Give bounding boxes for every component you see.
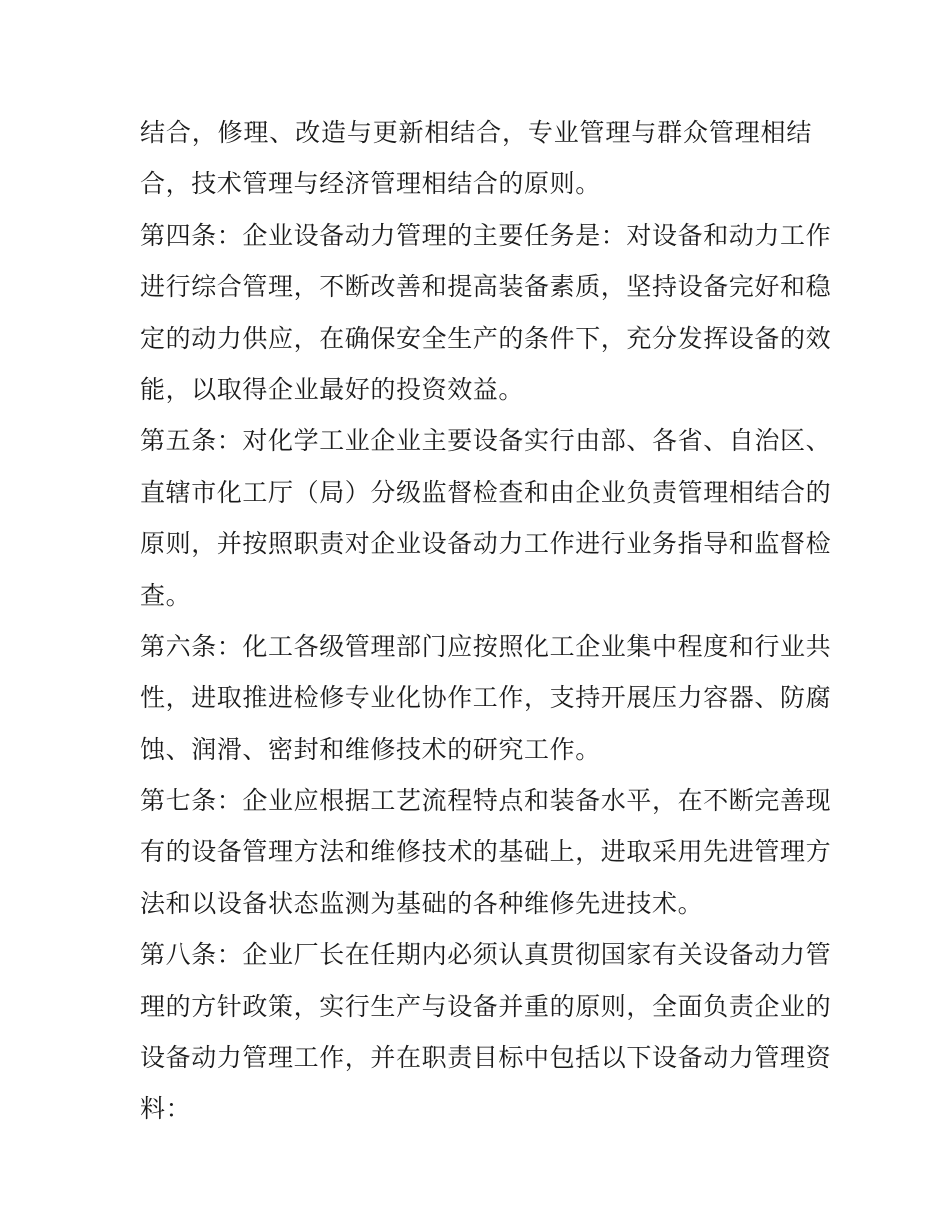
text-line: 蚀、润滑、密封和维修技术的研究工作。	[140, 734, 601, 764]
text-line: 结合，修理、改造与更新相结合，专业管理与群众管理相结	[140, 118, 812, 147]
text-line: 有的设备管理方法和维修技术的基础上，进取采用先进管理方	[140, 837, 832, 867]
text-line: 法和以设备状态监测为基础的各种维修先进技术。	[140, 888, 704, 918]
text-line: 性，进取推进检修专业化协作工作，支持开展压力容器、防腐	[140, 683, 832, 713]
text-line: 合，技术管理与经济管理相结合的原则。	[140, 169, 601, 199]
text-line: 进行综合管理，不断改善和提高装备素质，坚持设备完好和稳	[140, 272, 832, 302]
text-line: 第七条：企业应根据工艺流程特点和装备水平，在不断完善现	[140, 786, 832, 816]
text-line: 查。	[140, 580, 192, 610]
text-line: 理的方针政策，实行生产与设备并重的原则，全面负责企业的	[140, 991, 832, 1021]
text-line: 设备动力管理工作，并在职责目标中包括以下设备动力管理资	[140, 1043, 832, 1073]
text-line: 原则，并按照职责对企业设备动力工作进行业务指导和监督检	[140, 529, 832, 559]
document-body	[140, 107, 832, 1135]
text-line: 能，以取得企业最好的投资效益。	[140, 374, 525, 404]
text-line: 第六条：化工各级管理部门应按照化工企业集中程度和行业共	[140, 631, 832, 661]
text-line: 第五条：对化学工业企业主要设备实行由部、各省、自治区、	[140, 426, 832, 456]
text-line: 直辖市化工厅（局）分级监督检查和由企业负责管理相结合的	[140, 477, 832, 507]
text-line: 第八条：企业厂长在任期内必须认真贯彻国家有关设备动力管	[140, 940, 832, 970]
text-line: 料：	[140, 1094, 192, 1124]
text-line: 第四条：企业设备动力管理的主要任务是：对设备和动力工作	[140, 220, 832, 250]
text-line: 定的动力供应，在确保安全生产的条件下，充分发挥设备的效	[140, 323, 832, 353]
